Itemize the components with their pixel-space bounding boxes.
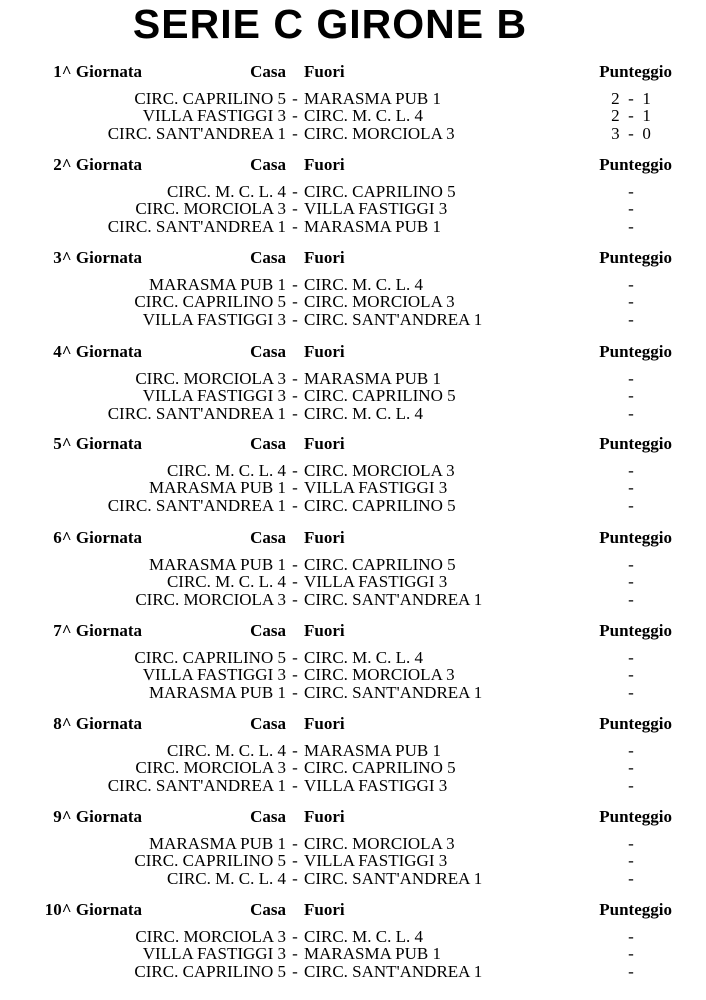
match-score: -	[628, 961, 634, 981]
team-separator: -	[292, 89, 298, 108]
fuori-header: Fuori	[304, 342, 345, 361]
match-row	[0, 684, 706, 701]
match-score: -	[628, 758, 634, 778]
match-row	[0, 870, 706, 887]
away-team: CIRC. SANT'ANDREA 1	[304, 309, 483, 329]
match-row	[0, 945, 706, 962]
home-team: CIRC. CAPRILINO 5	[134, 961, 286, 981]
round-block	[0, 62, 706, 142]
team-separator: -	[292, 589, 298, 609]
away-team: CIRC. MORCIOLA 3	[304, 292, 455, 312]
match-row	[0, 200, 706, 217]
punteggio-header: Punteggio	[599, 900, 672, 919]
away-team: CIRC. SANT'ANDREA 1	[304, 961, 483, 981]
home-team: CIRC. M. C. L. 4	[166, 572, 286, 592]
fuori-header: Fuori	[304, 62, 345, 81]
round-block	[0, 714, 706, 794]
away-team: CIRC. M. C. L. 4	[304, 927, 424, 946]
home-team: MARASMA PUB 1	[149, 275, 286, 294]
match-score: -	[628, 868, 634, 888]
team-separator: -	[292, 572, 298, 592]
match-row	[0, 835, 706, 852]
match-score: -	[628, 182, 634, 201]
home-team: CIRC. SANT'ANDREA 1	[107, 403, 286, 423]
team-separator: -	[292, 741, 298, 760]
match-score: -	[628, 461, 634, 480]
team-separator: -	[292, 461, 298, 480]
match-score: -	[628, 495, 634, 515]
fuori-header: Fuori	[304, 434, 345, 453]
home-team: CIRC. CAPRILINO 5	[134, 292, 286, 312]
away-team: CIRC. M. C. L. 4	[304, 403, 424, 423]
match-score: -	[628, 665, 634, 685]
punteggio-header: Punteggio	[599, 342, 672, 361]
match-row	[0, 777, 706, 794]
home-team: VILLA FASTIGGI 3	[142, 944, 286, 964]
match-score: -	[628, 572, 634, 592]
home-team: CIRC. SANT'ANDREA 1	[107, 123, 286, 143]
round-header	[0, 342, 706, 362]
away-team: CIRC. CAPRILINO 5	[304, 182, 456, 201]
match-score: -	[628, 403, 634, 423]
home-team: CIRC. MORCIOLA 3	[135, 758, 286, 778]
match-row	[0, 276, 706, 293]
fuori-header: Fuori	[304, 528, 345, 547]
team-separator: -	[292, 292, 298, 312]
home-team: CIRC. CAPRILINO 5	[134, 851, 286, 871]
home-team: CIRC. M. C. L. 4	[166, 741, 286, 760]
away-team: MARASMA PUB 1	[304, 369, 441, 388]
round-label: 6^ Giornata	[53, 528, 142, 547]
home-team: CIRC. CAPRILINO 5	[134, 89, 286, 108]
round-header	[0, 528, 706, 548]
round-label: 7^ Giornata	[53, 621, 142, 640]
casa-header: Casa	[250, 714, 286, 733]
round-block	[0, 900, 706, 980]
away-team: CIRC. M. C. L. 4	[304, 275, 424, 294]
match-score: -	[628, 648, 634, 667]
casa-header: Casa	[250, 342, 286, 361]
match-row	[0, 497, 706, 514]
round-header	[0, 900, 706, 920]
home-team: MARASMA PUB 1	[149, 834, 286, 853]
fuori-header: Fuori	[304, 248, 345, 267]
casa-header: Casa	[250, 248, 286, 267]
match-score: -	[628, 589, 634, 609]
match-row	[0, 387, 706, 404]
fuori-header: Fuori	[304, 621, 345, 640]
team-separator: -	[292, 275, 298, 294]
team-separator: -	[292, 665, 298, 685]
team-separator: -	[292, 182, 298, 201]
round-header	[0, 248, 706, 268]
home-team: CIRC. M. C. L. 4	[166, 868, 286, 888]
home-team: CIRC. MORCIOLA 3	[135, 369, 286, 388]
punteggio-header: Punteggio	[599, 155, 672, 174]
team-separator: -	[292, 851, 298, 871]
match-row	[0, 479, 706, 496]
round-header	[0, 807, 706, 827]
home-team: CIRC. CAPRILINO 5	[134, 648, 286, 667]
away-team: CIRC. CAPRILINO 5	[304, 386, 456, 406]
away-team: CIRC. SANT'ANDREA 1	[304, 868, 483, 888]
home-team: CIRC. MORCIOLA 3	[135, 199, 286, 219]
round-header	[0, 155, 706, 175]
round-label: 3^ Giornata	[53, 248, 142, 267]
team-separator: -	[292, 555, 298, 574]
away-team: CIRC. MORCIOLA 3	[304, 461, 455, 480]
home-team: VILLA FASTIGGI 3	[142, 309, 286, 329]
match-row	[0, 125, 706, 142]
team-separator: -	[292, 403, 298, 423]
home-team: CIRC. SANT'ANDREA 1	[107, 775, 286, 795]
punteggio-header: Punteggio	[599, 528, 672, 547]
away-team: VILLA FASTIGGI 3	[304, 775, 448, 795]
match-row	[0, 649, 706, 666]
punteggio-header: Punteggio	[599, 807, 672, 826]
match-score: 2 - 1	[611, 106, 651, 126]
away-team: VILLA FASTIGGI 3	[304, 478, 448, 498]
away-team: VILLA FASTIGGI 3	[304, 572, 448, 592]
team-separator: -	[292, 961, 298, 981]
round-block	[0, 434, 706, 514]
match-row	[0, 183, 706, 200]
match-row	[0, 742, 706, 759]
casa-header: Casa	[250, 62, 286, 81]
casa-header: Casa	[250, 900, 286, 919]
punteggio-header: Punteggio	[599, 62, 672, 81]
round-label: 8^ Giornata	[53, 714, 142, 733]
round-header	[0, 62, 706, 82]
match-row	[0, 573, 706, 590]
team-separator: -	[292, 478, 298, 498]
away-team: VILLA FASTIGGI 3	[304, 851, 448, 871]
punteggio-header: Punteggio	[599, 714, 672, 733]
match-score: -	[628, 682, 634, 702]
casa-header: Casa	[250, 434, 286, 453]
team-separator: -	[292, 868, 298, 888]
home-team: CIRC. SANT'ANDREA 1	[107, 495, 286, 515]
team-separator: -	[292, 834, 298, 853]
match-row	[0, 666, 706, 683]
team-separator: -	[292, 927, 298, 946]
away-team: MARASMA PUB 1	[304, 216, 441, 236]
away-team: CIRC. CAPRILINO 5	[304, 758, 456, 778]
casa-header: Casa	[250, 155, 286, 174]
team-separator: -	[292, 216, 298, 236]
team-separator: -	[292, 199, 298, 219]
fuori-header: Fuori	[304, 900, 345, 919]
match-score: -	[628, 834, 634, 853]
match-score: -	[628, 927, 634, 946]
round-label: 2^ Giornata	[53, 155, 142, 174]
match-row	[0, 928, 706, 945]
team-separator: -	[292, 648, 298, 667]
match-row	[0, 90, 706, 107]
round-header	[0, 714, 706, 734]
away-team: VILLA FASTIGGI 3	[304, 199, 448, 219]
away-team: CIRC. MORCIOLA 3	[304, 123, 455, 143]
team-separator: -	[292, 106, 298, 126]
match-score: -	[628, 741, 634, 760]
team-separator: -	[292, 495, 298, 515]
home-team: CIRC. M. C. L. 4	[166, 182, 286, 201]
match-score: -	[628, 292, 634, 312]
away-team: CIRC. MORCIOLA 3	[304, 834, 455, 853]
round-block	[0, 807, 706, 887]
home-team: VILLA FASTIGGI 3	[142, 106, 286, 126]
match-score: 2 - 1	[611, 89, 651, 108]
home-team: CIRC. M. C. L. 4	[166, 461, 286, 480]
team-separator: -	[292, 386, 298, 406]
home-team: VILLA FASTIGGI 3	[142, 386, 286, 406]
home-team: VILLA FASTIGGI 3	[142, 665, 286, 685]
home-team: CIRC. SANT'ANDREA 1	[107, 216, 286, 236]
match-row	[0, 107, 706, 124]
punteggio-header: Punteggio	[599, 621, 672, 640]
casa-header: Casa	[250, 621, 286, 640]
match-score: -	[628, 775, 634, 795]
round-block	[0, 621, 706, 701]
punteggio-header: Punteggio	[599, 248, 672, 267]
match-row	[0, 759, 706, 776]
team-separator: -	[292, 944, 298, 964]
round-label: 10^ Giornata	[44, 900, 142, 919]
home-team: CIRC. MORCIOLA 3	[135, 589, 286, 609]
match-score: -	[628, 216, 634, 236]
match-score: -	[628, 386, 634, 406]
match-score: -	[628, 851, 634, 871]
round-header	[0, 621, 706, 641]
round-block	[0, 155, 706, 235]
match-score: -	[628, 478, 634, 498]
match-row	[0, 556, 706, 573]
round-block	[0, 528, 706, 608]
team-separator: -	[292, 758, 298, 778]
match-row	[0, 218, 706, 235]
home-team: MARASMA PUB 1	[149, 682, 286, 702]
away-team: MARASMA PUB 1	[304, 741, 441, 760]
home-team: MARASMA PUB 1	[149, 478, 286, 498]
home-team: MARASMA PUB 1	[149, 555, 286, 574]
away-team: CIRC. CAPRILINO 5	[304, 555, 456, 574]
match-score: 3 - 0	[611, 123, 651, 143]
match-score: -	[628, 369, 634, 388]
fuori-header: Fuori	[304, 714, 345, 733]
match-row	[0, 852, 706, 869]
round-label: 1^ Giornata	[53, 62, 142, 81]
match-score: -	[628, 199, 634, 219]
away-team: CIRC. CAPRILINO 5	[304, 495, 456, 515]
page-title: SERIE C GIRONE B	[132, 1, 528, 47]
match-row	[0, 591, 706, 608]
away-team: CIRC. M. C. L. 4	[304, 106, 424, 126]
casa-header: Casa	[250, 807, 286, 826]
round-label: 5^ Giornata	[53, 434, 142, 453]
match-score: -	[628, 555, 634, 574]
fuori-header: Fuori	[304, 807, 345, 826]
match-row	[0, 311, 706, 328]
punteggio-header: Punteggio	[599, 434, 672, 453]
round-block	[0, 342, 706, 422]
match-score: -	[628, 275, 634, 294]
team-separator: -	[292, 309, 298, 329]
team-separator: -	[292, 369, 298, 388]
team-separator: -	[292, 775, 298, 795]
match-row	[0, 963, 706, 980]
round-label: 9^ Giornata	[53, 807, 142, 826]
fuori-header: Fuori	[304, 155, 345, 174]
round-block	[0, 248, 706, 328]
away-team: CIRC. SANT'ANDREA 1	[304, 589, 483, 609]
match-row	[0, 405, 706, 422]
match-score: -	[628, 944, 634, 964]
match-row	[0, 293, 706, 310]
away-team: MARASMA PUB 1	[304, 944, 441, 964]
round-header	[0, 434, 706, 454]
casa-header: Casa	[250, 528, 286, 547]
team-separator: -	[292, 682, 298, 702]
away-team: MARASMA PUB 1	[304, 89, 441, 108]
match-row	[0, 462, 706, 479]
away-team: CIRC. MORCIOLA 3	[304, 665, 455, 685]
match-row	[0, 370, 706, 387]
away-team: CIRC. SANT'ANDREA 1	[304, 682, 483, 702]
away-team: CIRC. M. C. L. 4	[304, 648, 424, 667]
round-label: 4^ Giornata	[53, 342, 142, 361]
team-separator: -	[292, 123, 298, 143]
match-score: -	[628, 309, 634, 329]
home-team: CIRC. MORCIOLA 3	[135, 927, 286, 946]
